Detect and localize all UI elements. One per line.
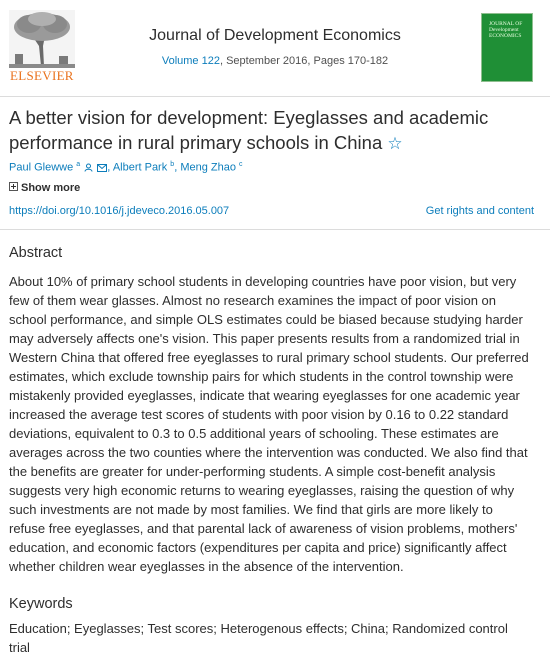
affiliation-marker[interactable]: c — [239, 161, 243, 168]
journal-title[interactable]: Journal of Development Economics — [149, 27, 401, 44]
metadata-divider — [0, 229, 550, 230]
abstract-line: few of them wear glasses. Almost no research examines the impact of poor vision on — [9, 293, 497, 308]
abstract-line: mistakenly provided eyeglasses, indicate that wearing eyeglasses for one academic year — [9, 388, 520, 403]
keywords-line: Education; Eyeglasses; Test scores; Heterogenous effects; China; Randomized control — [9, 621, 508, 636]
abstract-line: averages across the two counties where the intervention was conducted. We also find that — [9, 445, 528, 460]
author-link[interactable]: Albert Park — [112, 161, 168, 174]
person-icon[interactable] — [84, 163, 93, 172]
author-separator: , — [107, 161, 113, 174]
expand-plus-icon — [9, 182, 18, 191]
issue-details: , September 2016, Pages 170-182 — [219, 55, 389, 67]
abstract-body — [9, 272, 535, 576]
abstract-heading: Abstract — [9, 245, 63, 261]
header-divider — [0, 96, 550, 97]
keywords-line: trial — [9, 640, 30, 655]
author-link[interactable]: Paul Glewwe — [9, 161, 74, 174]
author-separator: , — [174, 161, 181, 174]
affiliation-marker[interactable]: a — [76, 161, 81, 168]
volume-link[interactable]: Volume 122 — [161, 55, 220, 67]
abstract-line: deviations, equivalent to 0.3 to 0.5 additional years of schooling. These estimates are — [9, 426, 499, 441]
abstract-line: may adversely affects one's vision. This paper presents results from a randomized trial in — [9, 331, 520, 346]
abstract-line: increased the average test scores of students with poor vision by 0.16 to 0.22 standard — [9, 407, 509, 422]
journal-cover-thumbnail[interactable] — [481, 13, 533, 82]
article-title-text: A better vision for development: Eyeglasses and academic performance in rural primary schools in China — [9, 107, 489, 153]
affiliation-marker[interactable]: b — [170, 161, 175, 168]
cover-title: JOURNAL OF Development ECONOMICS — [489, 21, 523, 39]
article-title — [9, 105, 529, 156]
email-icon[interactable] — [97, 164, 107, 172]
rights-link[interactable]: Get rights and content — [425, 205, 534, 217]
journal-header — [0, 0, 550, 96]
keywords-heading: Keywords — [9, 596, 73, 612]
author-list — [9, 161, 243, 174]
abstract-line: such investments are not made by most families. We find that girls are more likely to — [9, 502, 493, 517]
show-more-label: Show more — [21, 182, 81, 194]
abstract-line: school performance, and simple OLS estimates could be biased because studying harder — [9, 312, 523, 327]
publisher-name: ELSEVIER — [10, 68, 74, 83]
star-icon[interactable]: ☆ — [387, 134, 403, 153]
abstract-line: suggests very high economic returns to wearing eyeglasses, raising the question of why — [9, 483, 515, 498]
journal-issue-info — [0, 55, 550, 67]
abstract-line: refuse free eyeglasses, and that parental lack of awareness of vision problems, mothers' — [9, 521, 518, 536]
show-more-button[interactable] — [9, 182, 80, 194]
keywords-list — [9, 619, 529, 657]
doi-link[interactable]: https://doi.org/10.1016/j.jdeveco.2016.05.007 — [9, 205, 230, 217]
abstract-line: the benefits are greater for under-performing students. A simple cost-benefit analysis — [9, 464, 496, 479]
author-link[interactable]: Meng Zhao — [180, 161, 236, 174]
abstract-line: About 10% of primary school students in developing countries have poor vision, but very — [9, 274, 517, 289]
abstract-line: Western China that offered free eyeglasses to rural primary school students. Our preferred — [9, 350, 529, 365]
abstract-line: education, and economic factors (expenditures per capita and price) significantly affect — [9, 540, 507, 555]
abstract-line: estimates, which exclude township pairs for which students in the control township were — [9, 369, 514, 384]
abstract-line: whether children wear eyeglasses in the absence of the intervention. — [9, 559, 404, 574]
